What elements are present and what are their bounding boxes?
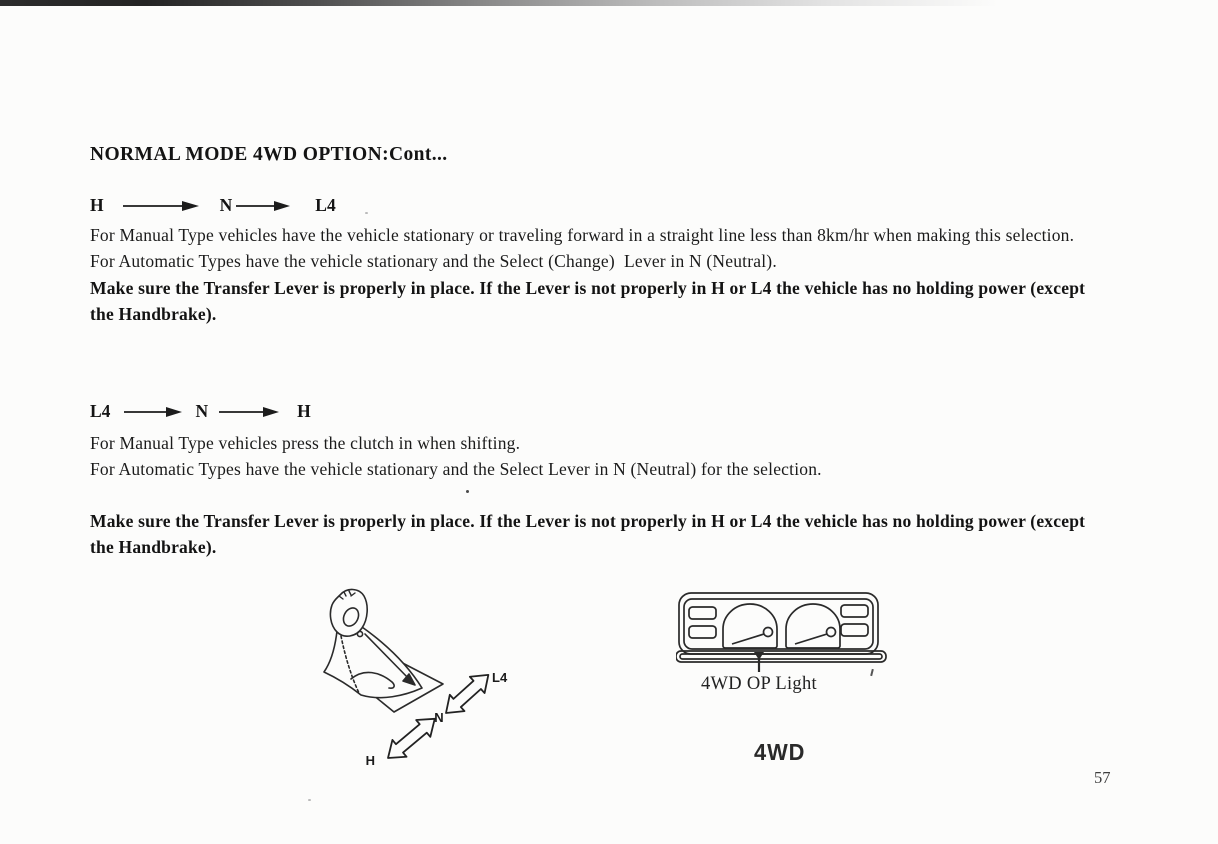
shift-knob (330, 589, 367, 636)
shift-sequence-h-to-l4 (90, 195, 336, 216)
gauge (786, 604, 840, 648)
seq-label: L4 (90, 401, 111, 421)
page-number: 57 (1094, 768, 1111, 787)
warning-text: Make sure the Transfer Lever is properly in place. If the Lever is not properly in H or L4 the vehicle has no holding power (except the Handbrake). (90, 511, 1090, 558)
gauge-hub (827, 628, 836, 637)
scan-artifact-top (0, 0, 1218, 6)
cluster-strip (676, 651, 886, 662)
section-2-text (90, 430, 1098, 483)
page-title: NORMAL MODE 4WD OPTION:Cont... (90, 144, 448, 165)
arrow-right-icon (123, 405, 183, 419)
paragraph: For Automatic Types have the vehicle stationary and the Select Lever in N (Neutral) for the selection. (90, 459, 822, 480)
scan-speck (308, 799, 311, 801)
paragraph: For Manual Type vehicles have the vehicle stationary or traveling forward in a straight line less than 8km/hr when making this selection. (90, 225, 1075, 245)
arrow-right-icon (122, 199, 200, 213)
lever-label-n: N (434, 710, 444, 725)
transfer-lever-figure (318, 582, 528, 782)
scan-speck (466, 490, 469, 493)
seq-label: H (90, 195, 104, 215)
seq-label: H (297, 401, 311, 421)
indicator-slot (689, 626, 716, 638)
arrow-right-icon (218, 405, 280, 419)
arrow-right-icon (235, 199, 291, 213)
shift-boot (324, 627, 422, 698)
gauge-needle (732, 634, 764, 644)
cluster-caption: 4WD OP Light (701, 674, 817, 694)
paragraph: For Manual Type vehicles press the clutch in when shifting. (90, 433, 521, 453)
indicator-slot (841, 605, 868, 617)
indicator-slot (841, 624, 868, 636)
seq-label: L4 (315, 195, 336, 215)
lever-label-h: H (365, 753, 375, 768)
gauge-needle (795, 634, 827, 644)
shift-sequence-l4-to-h (90, 401, 311, 422)
cluster-strip-inner (680, 654, 882, 659)
lever-label-l4: L4 (492, 670, 508, 685)
section-2-warning (90, 508, 1098, 561)
section-1-text (90, 222, 1098, 328)
double-arrow-icon (381, 710, 442, 766)
4wd-indicator-label: 4WD (754, 739, 806, 765)
warning-text: Make sure the Transfer Lever is properly in place. If the Lever is not properly in H or L4 the vehicle has no holding power (except the Handbrake). (90, 277, 1090, 325)
seq-label: N (195, 401, 209, 421)
instrument-cluster-figure (676, 588, 888, 684)
indicator-slot (689, 607, 716, 619)
scan-speck (365, 212, 368, 214)
double-arrow-icon (439, 667, 496, 721)
gauge (723, 604, 777, 648)
paragraph: For Automatic Types have the vehicle stationary and the Select (Change) Lever in N (Neutral). (90, 251, 777, 272)
gauge-hub (764, 628, 773, 637)
seq-label: N (219, 195, 233, 215)
